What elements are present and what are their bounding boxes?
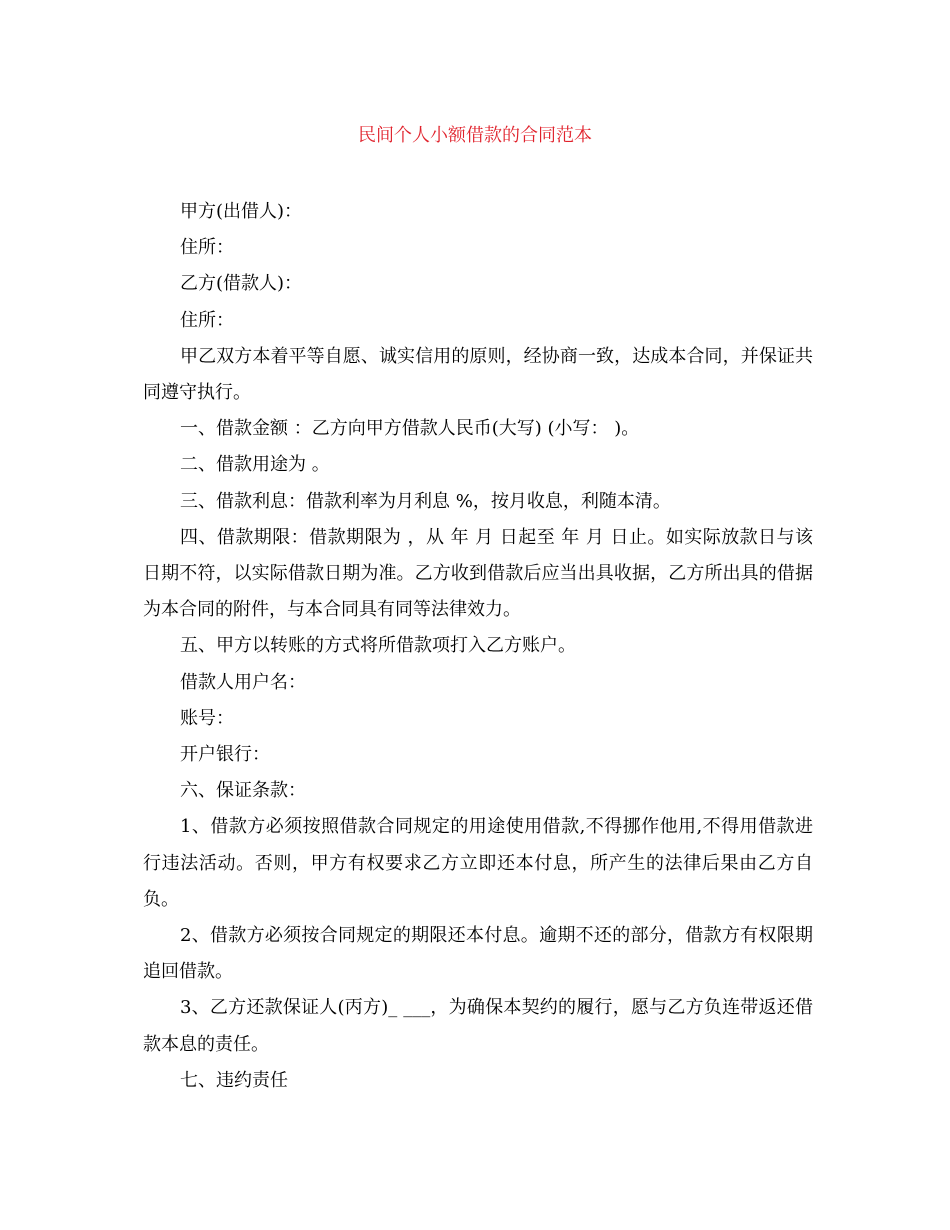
preamble: 甲乙双方本着平等自愿、诚实信用的原则，经协商一致，达成本合同，并保证共同遵守执行。 <box>143 345 813 404</box>
document-title: 民间个人小额借款的合同范本 <box>358 125 592 146</box>
borrower-bank: 开户银行： <box>180 744 270 766</box>
clause-transfer-method: 五、甲方以转账的方式将所借款项打入乙方账户。 <box>180 635 576 657</box>
clause-guarantee-heading: 六、保证条款： <box>180 780 306 802</box>
borrower-account-name: 借款人用户名： <box>180 671 306 693</box>
guarantee-item-2: 2、借款方必须按合同规定的期限还本付息。逾期不还的部分，借款方有权限期追回借款。 <box>143 925 813 983</box>
clause-liability-heading: 七、违约责任 <box>180 1069 288 1091</box>
party-b-label: 乙方(借款人)： <box>180 273 303 295</box>
party-a-address: 住所： <box>180 237 234 259</box>
clause-loan-term: 四、借款期限：借款期限为 ，从 年 月 日起至 年 月 日止。如实际放款日与该日期不符，以实际借款日期为准。乙方收到借款后应当出具收据，乙方所出具的借据为本合同的附件，与本合同具有同等法律效力。 <box>143 526 813 621</box>
clause-loan-interest: 三、借款利息：借款利率为月利息 %，按月收息，利随本清。 <box>180 490 671 512</box>
clause-loan-purpose: 二、借款用途为 。 <box>180 454 330 476</box>
party-b-address: 住所： <box>180 309 234 331</box>
guarantee-item-1: 1、借款方必须按照借款合同规定的用途使用借款,不得挪作他用,不得用借款进行违法活动。否则，甲方有权要求乙方立即还本付息，所产生的法律后果由乙方自负。 <box>143 816 813 910</box>
guarantee-item-3: 3、乙方还款保证人(丙方)_ ___，为确保本契约的履行，愿与乙方负连带返还借款本息的责任。 <box>143 997 813 1055</box>
borrower-account-number: 账号： <box>180 707 234 729</box>
clause-loan-amount: 一、借款金额 ：乙方向甲方借款人民币(大写) (小写： )。 <box>180 418 640 440</box>
party-a-label: 甲方(出借人)： <box>180 201 303 222</box>
document-body <box>143 194 813 1099</box>
